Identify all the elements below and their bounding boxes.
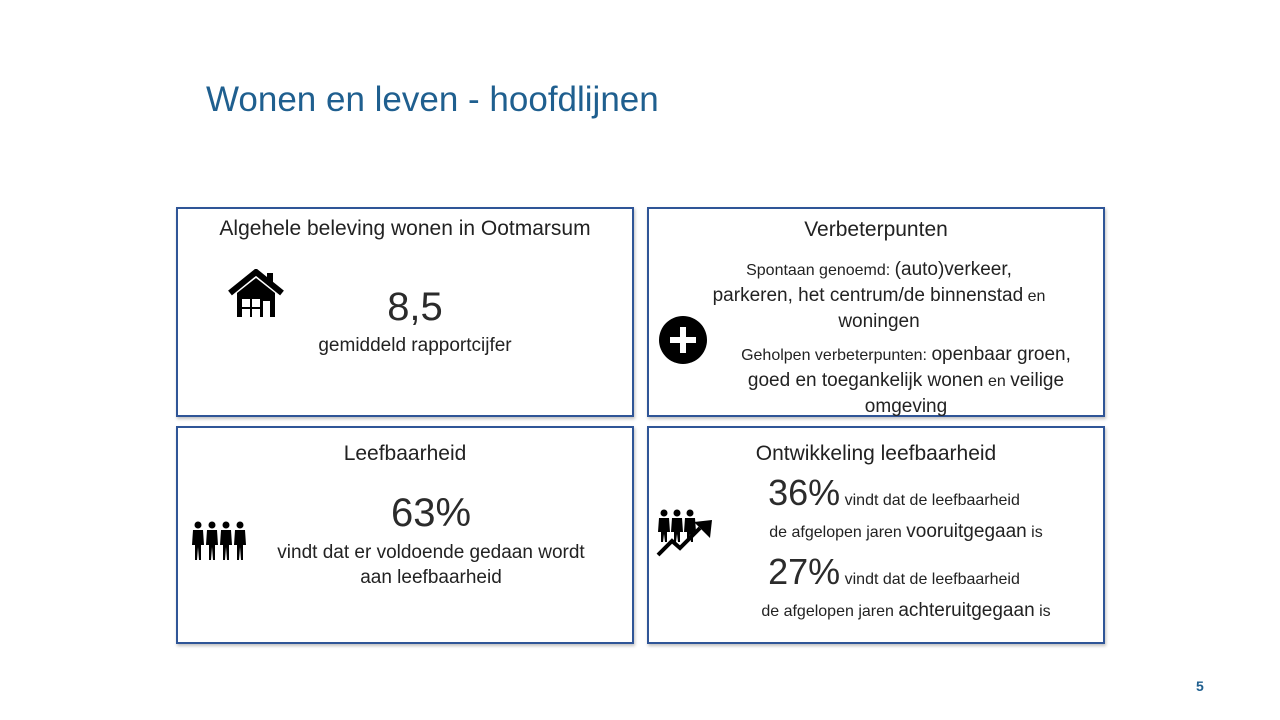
geholpen-items-2: goed en toegankelijk wonen [747, 370, 984, 391]
panel-verbeterpunten-title: Verbeterpunten [804, 218, 948, 241]
stat-achteruit-emph: achteruitgegaan [898, 600, 1035, 621]
stat-achteruit [709, 552, 1103, 623]
stat-vooruit-emph: vooruitgegaan [906, 521, 1027, 542]
geholpen-prefix: Geholpen verbeterpunten: [741, 347, 927, 364]
geholpen-items-4: omgeving [864, 396, 948, 417]
panel-leefbaarheid-title: Leefbaarheid [343, 442, 467, 465]
stat-achteruit-end: is [1039, 603, 1051, 620]
stat-achteruit-text1: vindt dat de leefbaarheid [844, 571, 1020, 588]
geholpen-items-1: openbaar groen, [931, 344, 1071, 365]
panel-ontwikkeling [647, 426, 1105, 644]
beleving-value: 8,5 [387, 285, 443, 329]
geholpen-block [709, 342, 1103, 420]
plus-circle-icon [658, 315, 708, 365]
spontaan-prefix: Spontaan genoemd: [746, 262, 891, 279]
stat-achteruit-value: 27% [768, 551, 841, 592]
beleving-caption: gemiddeld rapportcijfer [318, 335, 512, 356]
people-group-icon [191, 521, 247, 561]
page-number: 5 [1196, 678, 1204, 694]
stat-vooruit [709, 473, 1103, 544]
house-icon [228, 269, 284, 319]
spontaan-items-3: woningen [838, 311, 920, 332]
geholpen-items-3: veilige [1010, 370, 1065, 391]
leefbaarheid-caption-line2: aan leefbaarheid [360, 567, 502, 588]
stat-vooruit-value: 36% [768, 472, 841, 513]
spontaan-en: en [1027, 288, 1046, 305]
geholpen-en: en [987, 373, 1006, 390]
spontaan-items-1: (auto)verkeer, [894, 259, 1012, 280]
leefbaarheid-caption [248, 540, 614, 590]
panel-verbeterpunten [647, 207, 1105, 417]
spontaan-items-2: parkeren, het centrum/de binnenstad [712, 285, 1024, 306]
stat-vooruit-text1: vindt dat de leefbaarheid [844, 492, 1020, 509]
stat-vooruit-text2: de afgelopen jaren [769, 524, 902, 541]
panel-leefbaarheid [176, 426, 634, 644]
panel-ontwikkeling-title: Ontwikkeling leefbaarheid [755, 442, 997, 465]
slide-title: Wonen en leven - hoofdlijnen [206, 80, 659, 119]
leefbaarheid-caption-line1: vindt dat er voldoende gedaan wordt [277, 542, 585, 563]
leefbaarheid-value: 63% [390, 491, 472, 535]
panel-beleving-title: Algehele beleving wonen in Ootmarsum [219, 217, 591, 240]
spontaan-block [704, 257, 1054, 335]
stat-vooruit-end: is [1031, 524, 1043, 541]
stat-achteruit-text2: de afgelopen jaren [761, 603, 894, 620]
panel-beleving [176, 207, 634, 417]
